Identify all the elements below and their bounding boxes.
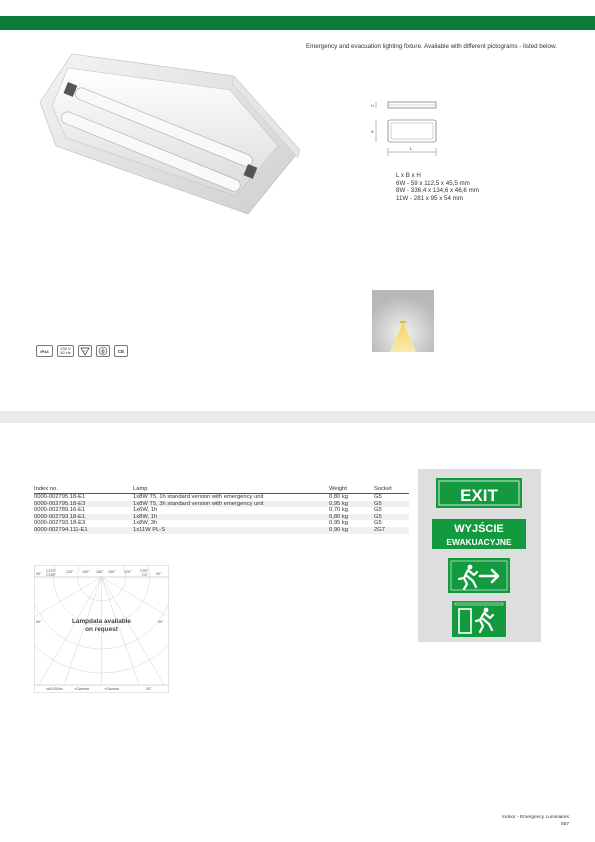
polar-top-label: 90° <box>36 572 42 576</box>
lampdata-line: on request <box>85 626 118 633</box>
table-row <box>34 514 409 521</box>
dimension-header: L x B x H <box>396 172 421 179</box>
col-lamp: Lamp <box>133 485 329 494</box>
polar-bottom-label: 30° <box>146 687 152 691</box>
cell-index: 0000-002793.18-E3 <box>34 520 86 527</box>
ip44-icon: IP44 <box>36 345 53 357</box>
section-divider-band <box>0 411 595 423</box>
table-header-row <box>34 485 409 494</box>
polar-top-label: C270° <box>46 569 57 573</box>
polar-side-label: 60° <box>36 620 42 624</box>
header-bar <box>0 16 595 30</box>
cell-socket: G5 <box>374 520 382 527</box>
cell-lamp: 1x8W, 1h <box>133 514 329 521</box>
f-mark-icon <box>78 345 92 357</box>
table-row <box>34 507 409 514</box>
cell-weight: 0,80 kg <box>329 514 374 521</box>
product-description: Emergency and evacuation lighting fixture. Available with different pictograms - listed below. <box>306 43 557 50</box>
svg-text:F: F <box>83 348 86 353</box>
footer-section: Indoor - Emergency Luminaires <box>502 815 569 820</box>
product-photo <box>38 46 308 216</box>
running-man-arrow-sign <box>448 558 510 593</box>
table-row <box>34 494 409 501</box>
cell-weight: 0,95 kg <box>329 520 349 527</box>
cell-weight: 0,80 kg <box>329 494 349 500</box>
certification-icons <box>36 345 128 359</box>
polar-top-label: 120° <box>124 570 132 574</box>
table-row <box>34 520 409 527</box>
label-h: H <box>371 103 374 108</box>
wyjscie-label: WYJŚCIE <box>454 523 504 535</box>
earth-ground-icon <box>96 345 110 357</box>
page-number: 557 <box>560 822 569 827</box>
cell-lamp: 1x8W, 3h <box>133 520 158 527</box>
cell-weight: 0,70 kg <box>329 507 349 514</box>
polar-bottom-label: +Gamma <box>104 687 119 691</box>
ewakuacyjne-label: EWAKUACYJNE <box>446 537 512 547</box>
dimension-list <box>396 172 479 202</box>
cell-lamp: 1x11W PL-S <box>133 527 329 534</box>
cell-socket: G5 <box>374 494 382 500</box>
polar-bottom-label: cd/1000lm <box>46 687 63 691</box>
polar-side-label: 60° <box>158 620 164 624</box>
polar-top-label: 120° <box>66 570 74 574</box>
cell-index: 0000-002794.111-E1 <box>34 527 133 534</box>
polar-top-label: C0° <box>142 573 149 577</box>
cell-socket: G5 <box>374 501 409 508</box>
pictogram-panel <box>418 469 541 642</box>
col-index: Index no. <box>34 485 133 494</box>
dimension-row: 11W - 281 x 95 x 54 mm <box>396 194 463 202</box>
cell-lamp: 1x6W, 1h <box>133 507 158 514</box>
col-socket: Socket <box>374 485 409 494</box>
polar-top-label: 90° <box>156 572 162 576</box>
col-weight: Weight <box>329 485 374 494</box>
table-row <box>34 501 409 508</box>
ce-mark-icon: CE <box>114 345 128 357</box>
light-distribution-image <box>372 290 434 352</box>
table-row <box>34 527 409 534</box>
polar-top-label: C180° <box>46 573 57 577</box>
cell-weight: 0,90 kg <box>329 527 374 534</box>
lampdata-note <box>34 618 169 634</box>
cell-index: 0000-002793.18-E1 <box>34 514 133 521</box>
label-l: L <box>410 146 413 151</box>
polar-bottom-label: +Gamma <box>74 687 89 691</box>
polar-top-label: 150° <box>82 570 90 574</box>
spec-table <box>34 485 409 534</box>
label-b: B <box>371 129 374 134</box>
polar-top-label: 180° <box>96 570 104 574</box>
cell-socket: G5 <box>374 507 382 514</box>
cell-index: 0000-002789.16-E1 <box>34 507 86 514</box>
cell-index: 0000-002795.18-E1 <box>34 494 86 500</box>
dimension-row: 6W - 59 x 112,5 x 45,5 mm <box>396 179 470 187</box>
lampdata-line: Lampdata available <box>72 618 131 625</box>
cell-lamp: 1x8W T5, 3h standard version with emergency unit <box>133 501 329 508</box>
cell-socket: G5 <box>374 514 409 521</box>
dimension-row: 8W - 336,4 x 134,6 x 46,6 mm <box>396 187 479 195</box>
voltage-icon: 230 V 50 Hz <box>57 345 74 357</box>
polar-top-label: 150° <box>108 570 116 574</box>
door-running-man-sign <box>452 601 506 637</box>
dimension-drawing <box>368 92 458 164</box>
cell-weight: 0,95 kg <box>329 501 374 508</box>
polar-top-label: C90° <box>140 569 149 573</box>
cell-socket: 2G7 <box>374 527 409 534</box>
cell-lamp: 1x8W T5, 1h standard version with emergency unit <box>133 494 264 500</box>
cell-index: 0000-002795.18-E3 <box>34 501 133 508</box>
exit-label: EXIT <box>460 486 498 505</box>
